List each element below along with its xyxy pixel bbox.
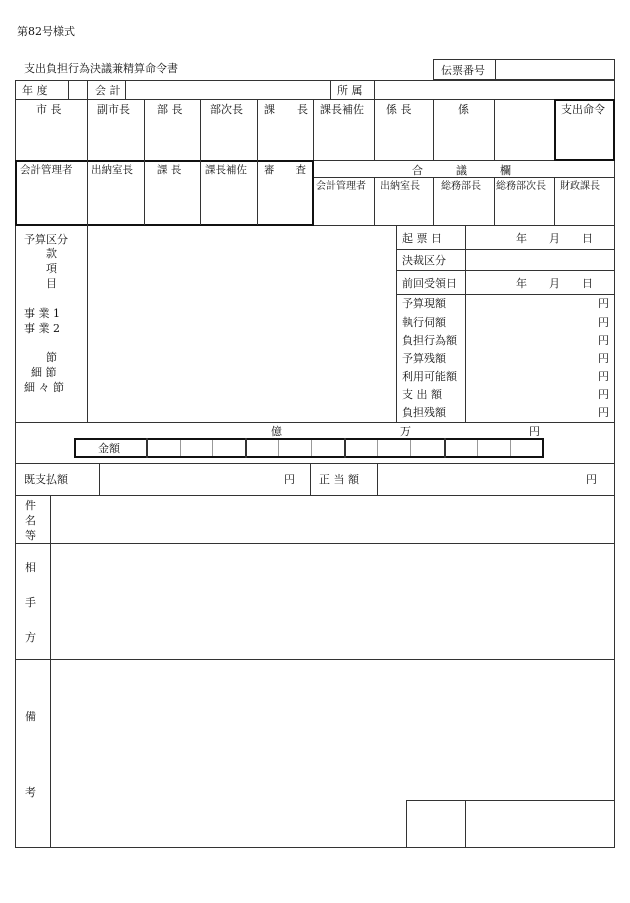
- amount-unit-2: 円: [598, 334, 609, 347]
- unit-en-label: 円: [529, 425, 540, 438]
- partner-label-3: 方: [25, 631, 36, 644]
- approver-payment-order: 支出命令: [561, 103, 605, 116]
- budget-class-label: 予算区分: [24, 233, 68, 246]
- council-general-affairs-director: 総務部長: [441, 181, 481, 192]
- dept-label: 所 属: [337, 84, 363, 97]
- paid-amount-field[interactable]: [100, 464, 280, 494]
- document-title: 支出負担行為決議兼精算命令書: [24, 62, 178, 75]
- amount-unit-1: 円: [598, 316, 609, 329]
- amount-digit-box[interactable]: [74, 438, 544, 458]
- remarks-label-1: 備: [25, 710, 36, 723]
- remarks-label-2: 考: [25, 786, 36, 799]
- draft-date-value: 年 月 日: [516, 232, 593, 245]
- proper-amount-field[interactable]: [378, 464, 582, 494]
- last-receipt-date-label: 前回受領日: [402, 277, 457, 290]
- council-accounting-manager: 会計管理者: [316, 181, 366, 192]
- budget-moku-label: 目: [46, 277, 57, 290]
- last-receipt-date-value: 年 月 日: [516, 277, 593, 290]
- amount-label-1: 執行伺額: [402, 316, 446, 329]
- budget-setsu-label: 節: [46, 351, 57, 364]
- decision-class-label: 決裁区分: [402, 254, 446, 267]
- amount-unit-0: 円: [598, 297, 609, 310]
- account-label: 会 計: [95, 84, 121, 97]
- draft-date-label: 起 票 日: [402, 232, 442, 245]
- paid-amount-unit: 円: [284, 473, 295, 486]
- amount-unit-4: 円: [598, 370, 609, 383]
- voucher-number-label: 伝票番号: [441, 64, 485, 77]
- amount-label-3: 予算残額: [402, 352, 446, 365]
- amount-label-6: 負担残額: [402, 406, 446, 419]
- unit-oku-label: 億: [271, 425, 282, 438]
- subject-field[interactable]: [51, 496, 614, 542]
- budget-saisetsu-label: 細 節: [31, 366, 57, 379]
- amount-label-0: 予算現額: [402, 297, 446, 310]
- amount-unit-6: 円: [598, 406, 609, 419]
- council-title: 合 議 欄: [412, 164, 511, 177]
- remarks-field[interactable]: [51, 660, 406, 847]
- approver-mayor: 市 長: [36, 103, 62, 116]
- form-number: 第82号様式: [17, 25, 75, 38]
- budget-kan-label: 款: [46, 247, 57, 260]
- accounting-manager-label: 会計管理者: [20, 164, 73, 176]
- council-treasury-chief: 出納室長: [380, 181, 420, 192]
- amount-unit-5: 円: [598, 388, 609, 401]
- approver-deputy-director: 部次長: [210, 103, 243, 116]
- proper-amount-unit: 円: [586, 473, 597, 486]
- stamp-cell-right[interactable]: [466, 801, 614, 847]
- budget-project1-label: 事 業 1: [24, 307, 60, 320]
- treasury-chief-label: 出納室長: [91, 164, 133, 176]
- amount-label-2: 負担行為額: [402, 334, 457, 347]
- amount-unit-3: 円: [598, 352, 609, 365]
- approver-director: 部 長: [157, 103, 183, 116]
- approver-staff: 係: [458, 103, 469, 116]
- council-finance-chief: 財政課長: [560, 181, 600, 192]
- budget-code-area[interactable]: [88, 226, 395, 421]
- approver-vice-mayor: 副市長: [97, 103, 130, 116]
- account-field[interactable]: [126, 81, 329, 98]
- unit-man-label: 万: [400, 425, 411, 438]
- approver-section-chief: 課 長: [264, 103, 308, 116]
- assistant-chief-label: 課長補佐: [205, 164, 247, 176]
- amount-label-5: 支 出 額: [402, 388, 442, 401]
- paid-amount-label: 既支払額: [24, 473, 68, 486]
- proper-amount-label: 正 当 額: [319, 473, 359, 486]
- voucher-number-field[interactable]: [496, 60, 614, 79]
- section-chief-label: 課 長: [157, 164, 182, 176]
- audit-label: 審 査: [264, 164, 306, 176]
- subject-label-3: 等: [25, 529, 36, 542]
- budget-project2-label: 事 業 2: [24, 322, 60, 335]
- partner-label-1: 相: [25, 561, 36, 574]
- dept-field[interactable]: [375, 81, 614, 98]
- budget-kou-label: 項: [46, 262, 57, 275]
- amount-label: 金額: [98, 442, 120, 455]
- stamp-cell-left[interactable]: [407, 801, 465, 847]
- partner-label-2: 手: [25, 596, 36, 609]
- year-label: 年 度: [22, 84, 48, 97]
- decision-class-field[interactable]: [466, 250, 614, 270]
- council-general-affairs-deputy: 総務部次長: [496, 181, 546, 192]
- amount-label-4: 利用可能額: [402, 370, 457, 383]
- partner-field[interactable]: [51, 544, 614, 658]
- year-field[interactable]: [69, 81, 86, 98]
- approver-assistant-chief: 課長補佐: [320, 103, 364, 116]
- subject-label-2: 名: [25, 514, 36, 527]
- subject-label-1: 件: [25, 499, 36, 512]
- approver-unit-chief: 係 長: [386, 103, 412, 116]
- budget-saisaisetsu-label: 細 々 節: [24, 381, 64, 394]
